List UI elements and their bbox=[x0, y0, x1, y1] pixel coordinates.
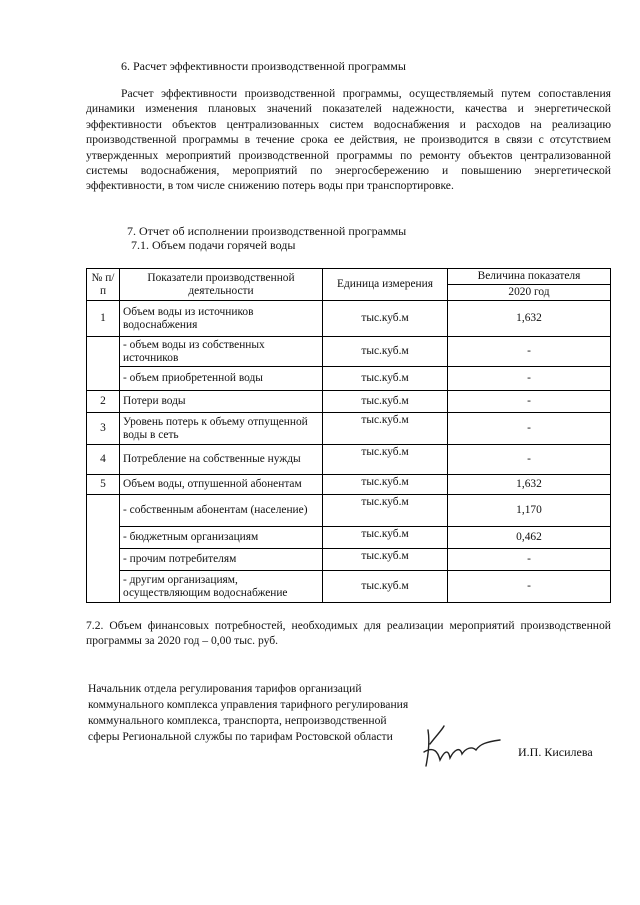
section-6-paragraph: Расчет эффективности производственной программы, осуществляемый путем сопоставления динамики изменения плановых значений показателей надежности, качества и энергетической эффективности объектов централизованных систем водоснабжения и расходов на реализацию производственной программы в течение срока ее действия, не производится в связи с отсутствием утвержденных мероприятий производственной программы по ремонту объектов централизованной системы водоснабжения, мероприятий по энергосбережению и повышению энергетической эффективности, в том числе снижению потерь воды при транспортировке. bbox=[86, 87, 611, 193]
table-row bbox=[87, 495, 611, 527]
row-value: 0,462 bbox=[448, 527, 611, 549]
row-unit: тыс.куб.м bbox=[323, 337, 448, 367]
water-supply-table bbox=[86, 268, 611, 603]
table-row bbox=[87, 301, 611, 337]
row-value: - bbox=[448, 367, 611, 391]
row-value: 1,632 bbox=[448, 301, 611, 337]
signatory-position: Начальник отдела регулирования тарифов организаций коммунального комплекса управления тарифного регулирования коммунального комплекса, транспорта, непроизводственной сферы Региональной службы по тарифам Ростовской области bbox=[88, 682, 409, 743]
row-name: - объем воды из собственных источников bbox=[120, 337, 323, 367]
row-name: - прочим потребителям bbox=[120, 549, 323, 571]
table-row bbox=[87, 445, 611, 475]
row-num: 5 bbox=[87, 475, 120, 495]
section-7-2-paragraph: 7.2. Объем финансовых потребностей, необходимых для реализации мероприятий производственной программы за 2020 год – 0,00 тыс. руб. bbox=[86, 619, 611, 647]
table-row bbox=[87, 413, 611, 445]
row-value: - bbox=[448, 549, 611, 571]
row-num: 3 bbox=[87, 413, 120, 445]
row-num: 2 bbox=[87, 391, 120, 413]
row-value: - bbox=[448, 445, 611, 475]
row-num: 4 bbox=[87, 445, 120, 475]
row-name: Потребление на собственные нужды bbox=[120, 445, 323, 475]
section-7-1-heading: 7.1. Объем подачи горячей воды bbox=[131, 238, 296, 252]
table-row bbox=[87, 571, 611, 603]
row-value: - bbox=[448, 337, 611, 367]
header-value: Величина показателя bbox=[448, 269, 611, 285]
row-value: - bbox=[448, 413, 611, 445]
row-unit: тыс.куб.м bbox=[323, 527, 448, 549]
table-row bbox=[87, 391, 611, 413]
row-num: 1 bbox=[87, 301, 120, 337]
header-num: № п/п bbox=[87, 269, 120, 301]
row-unit: тыс.куб.м bbox=[323, 445, 448, 475]
row-name: Уровень потерь к объему отпущенной воды в сеть bbox=[120, 413, 323, 445]
row-name: Потери воды bbox=[120, 391, 323, 413]
row-name: - другим организациям, осуществляющим водоснабжение bbox=[120, 571, 323, 603]
row-name: - бюджетным организациям bbox=[120, 527, 323, 549]
row-unit: тыс.куб.м bbox=[323, 475, 448, 495]
row-num bbox=[87, 337, 120, 391]
table-row bbox=[87, 527, 611, 549]
table-row bbox=[87, 367, 611, 391]
row-name: - объем приобретенной воды bbox=[120, 367, 323, 391]
row-unit: тыс.куб.м bbox=[323, 367, 448, 391]
row-num bbox=[87, 495, 120, 603]
header-unit: Единица измерения bbox=[323, 269, 448, 301]
section-6-heading: 6. Расчет эффективности производственной программы bbox=[121, 59, 406, 73]
header-year: 2020 год bbox=[448, 285, 611, 301]
signatory-name: И.П. Кисилева bbox=[518, 745, 593, 759]
header-indicator: Показатели производственной деятельности bbox=[120, 269, 323, 301]
row-value: 1,632 bbox=[448, 475, 611, 495]
row-value: - bbox=[448, 571, 611, 603]
row-name: Объем воды, отпушенной абонентам bbox=[120, 475, 323, 495]
row-value: - bbox=[448, 391, 611, 413]
table-header-row bbox=[87, 269, 611, 285]
section-7-heading: 7. Отчет об исполнении производственной программы bbox=[127, 224, 407, 238]
row-unit: тыс.куб.м bbox=[323, 549, 448, 571]
table-row bbox=[87, 549, 611, 571]
table-row bbox=[87, 337, 611, 367]
row-unit: тыс.куб.м bbox=[323, 301, 448, 337]
table-row bbox=[87, 475, 611, 495]
row-name: Объем воды из источников водоснабжения bbox=[120, 301, 323, 337]
row-unit: тыс.куб.м bbox=[323, 413, 448, 445]
row-unit: тыс.куб.м bbox=[323, 571, 448, 603]
row-name: - собственным абонентам (население) bbox=[120, 495, 323, 527]
row-unit: тыс.куб.м bbox=[323, 495, 448, 527]
row-unit: тыс.куб.м bbox=[323, 391, 448, 413]
handwritten-signature bbox=[420, 722, 510, 772]
row-value: 1,170 bbox=[448, 495, 611, 527]
